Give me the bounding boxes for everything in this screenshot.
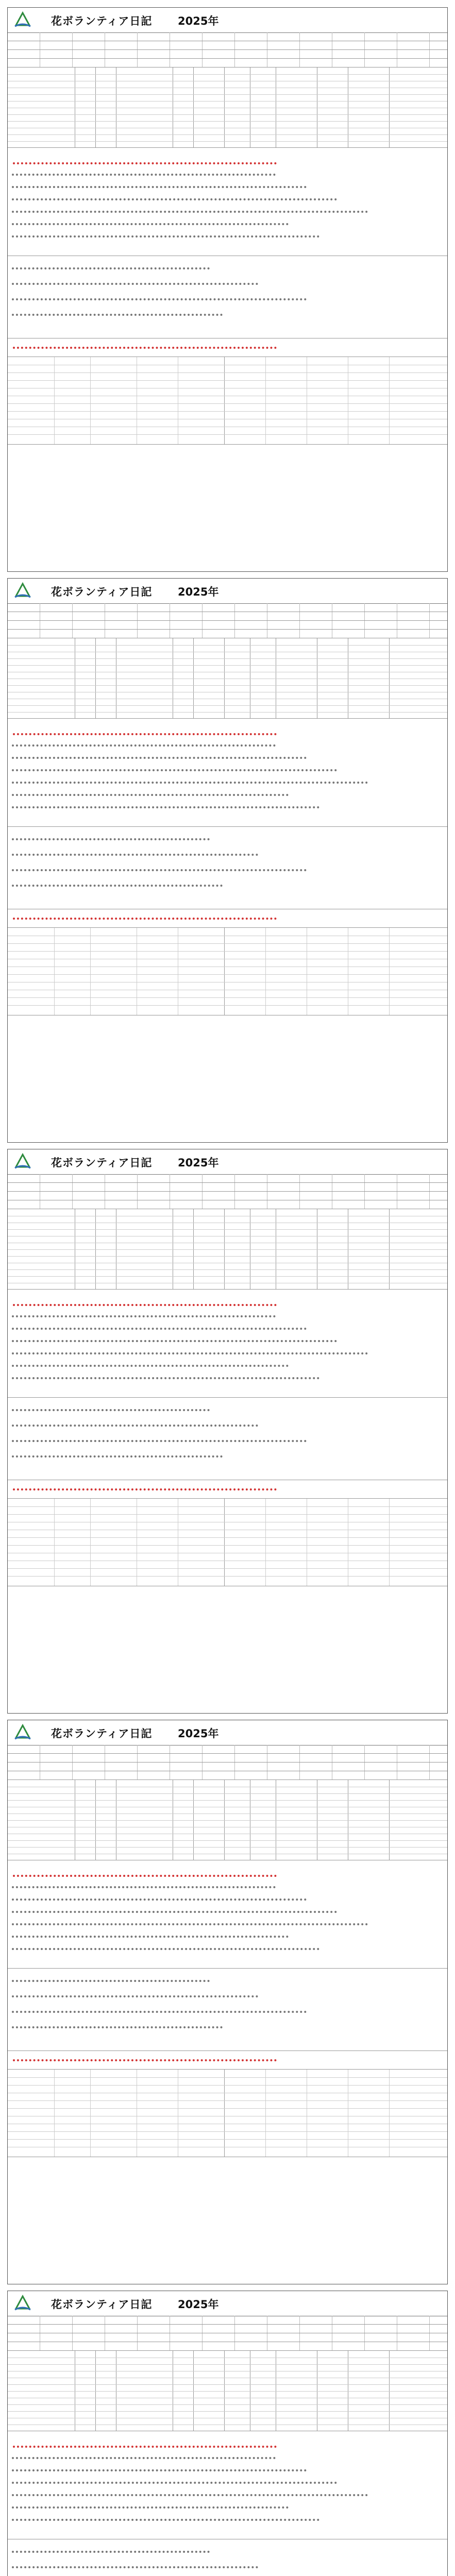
table-row-line (8, 699, 447, 700)
accounts-row-line (8, 372, 447, 374)
attendance-table (8, 1209, 447, 1290)
work-content-line (12, 2519, 319, 2521)
notes-section (8, 827, 447, 909)
notes-line (12, 2566, 258, 2569)
remark-section (8, 1480, 447, 1499)
page-header (8, 579, 447, 604)
info-row (8, 2333, 447, 2342)
notes-line (12, 1995, 258, 1998)
table-row-line (8, 1800, 447, 1801)
accounts-row-line (8, 411, 447, 412)
work-content-line (12, 1923, 368, 1926)
work-content-section (8, 1860, 447, 1969)
work-content-highlight (13, 1304, 277, 1307)
accounts-row-line (8, 365, 447, 366)
page-year: 2025年 (178, 1727, 219, 1740)
info-row (8, 1174, 447, 1183)
table-row-line (8, 1820, 447, 1821)
accounts-row-line (8, 943, 447, 944)
notes-line (12, 885, 223, 887)
accounts-row-line (8, 959, 447, 960)
info-row (8, 1192, 447, 1200)
page-title: 花ボランティア日記 (51, 1727, 153, 1740)
accounts-table (8, 2070, 447, 2157)
table-row-line (8, 1216, 447, 1217)
page-header (8, 1149, 447, 1175)
accounts-row-line (8, 1005, 447, 1006)
accounts-row-line (8, 997, 447, 998)
info-row (8, 630, 447, 638)
accounts-column-divider (90, 1499, 91, 1586)
table-row-line (8, 1269, 447, 1270)
work-content-section (8, 719, 447, 827)
notes-line (12, 2026, 223, 2029)
page-title: 花ボランティア日記 (51, 586, 153, 598)
flower-logo-icon (14, 1153, 31, 1170)
table-row-line (8, 2425, 447, 2426)
table-row-line (8, 1229, 447, 1230)
info-row (8, 32, 447, 41)
notes-line (12, 1455, 223, 1458)
table-row-line (8, 692, 447, 693)
table-row-line (8, 88, 447, 89)
table-row-line (8, 2384, 447, 2385)
diary-page (7, 1720, 448, 2284)
table-row-line (8, 658, 447, 659)
work-content-line (12, 235, 319, 238)
diary-page (7, 7, 448, 572)
remark-highlight (13, 2059, 277, 2062)
work-content-line (12, 2506, 289, 2509)
accounts-row-line (8, 2124, 447, 2125)
table-row-line (8, 2358, 447, 2359)
attendance-table (8, 1780, 447, 1860)
accounts-row-line (8, 2077, 447, 2078)
info-row (8, 1745, 447, 1754)
page-year: 2025年 (178, 586, 219, 598)
free-notes (8, 445, 447, 571)
work-content-line (12, 186, 307, 189)
accounts-row-line (8, 2147, 447, 2148)
accounts-row-line (8, 2139, 447, 2140)
remark-highlight (13, 918, 277, 920)
remark-section (8, 338, 447, 357)
accounts-column-divider (54, 2070, 55, 2157)
info-row (8, 1762, 447, 1771)
notes-line (12, 1409, 210, 1412)
diary-page (7, 1149, 448, 1714)
table-row-line (8, 1263, 447, 1264)
free-notes (8, 1586, 447, 1713)
accounts-row-line (8, 1561, 447, 1562)
work-content-highlight (13, 162, 277, 165)
accounts-row-line (8, 2093, 447, 2094)
info-row (8, 1200, 447, 1209)
work-content-line (12, 1315, 276, 1318)
work-content-line (12, 2482, 337, 2484)
work-content-section (8, 148, 447, 256)
work-content-line (12, 174, 276, 176)
table-row-line (8, 1807, 447, 1808)
accounts-row-line (8, 1568, 447, 1569)
table-row-line (8, 74, 447, 75)
notes-line (12, 1425, 258, 1427)
table-row-line (8, 1243, 447, 1244)
table-row-line (8, 1236, 447, 1237)
table-row-line (8, 1276, 447, 1277)
accounts-column-divider (265, 2070, 266, 2157)
work-content-line (12, 1886, 276, 1889)
accounts-row-line (8, 990, 447, 991)
notes-line (12, 298, 307, 301)
info-row (8, 41, 447, 50)
notes-section (8, 1398, 447, 1480)
info-row (8, 1754, 447, 1762)
notes-line (12, 314, 223, 316)
work-content-line (12, 1936, 289, 1938)
work-content-line (12, 1377, 319, 1380)
table-row-line (8, 1793, 447, 1794)
notes-line (12, 1440, 307, 1443)
info-row (8, 621, 447, 630)
accounts-row-line (8, 1576, 447, 1577)
notes-line (12, 2011, 307, 2013)
info-row (8, 50, 447, 59)
table-row-line (8, 2404, 447, 2405)
accounts-column-divider (265, 357, 266, 444)
work-content-line (12, 1948, 319, 1951)
work-content-line (12, 744, 276, 747)
diary-page (7, 2291, 448, 2576)
flower-logo-icon (14, 11, 31, 28)
flower-logo-icon (14, 2294, 31, 2312)
notes-line (12, 854, 258, 856)
accounts-row-line (8, 974, 447, 975)
table-row-line (8, 645, 447, 646)
page-title: 花ボランティア日記 (51, 2298, 153, 2311)
table-row-line (8, 134, 447, 135)
work-content-highlight (13, 733, 277, 736)
accounts-column-divider (389, 928, 390, 1015)
attendance-table (8, 67, 447, 148)
table-row-line (8, 2378, 447, 2379)
notes-line (12, 869, 307, 872)
remark-highlight (13, 1488, 277, 1491)
table-row-line (8, 1840, 447, 1841)
work-content-line (12, 2494, 368, 2497)
notes-line (12, 838, 210, 841)
accounts-divider (224, 928, 225, 1015)
notes-section (8, 2539, 447, 2576)
notes-section (8, 1969, 447, 2051)
diary-page (7, 578, 448, 1143)
table-row-line (8, 1847, 447, 1848)
accounts-column-divider (389, 357, 390, 444)
work-content-line (12, 769, 337, 772)
accounts-divider (224, 1499, 225, 1586)
work-content-line (12, 1911, 337, 1913)
accounts-column-divider (54, 928, 55, 1015)
notes-line (12, 267, 210, 270)
accounts-row-line (8, 1506, 447, 1507)
accounts-column-divider (265, 1499, 266, 1586)
table-row-line (8, 2398, 447, 2399)
info-row (8, 2325, 447, 2333)
page-header (8, 8, 447, 33)
table-row-line (8, 108, 447, 109)
accounts-row-line (8, 936, 447, 937)
table-row-line (8, 94, 447, 95)
accounts-column-divider (90, 928, 91, 1015)
info-row (8, 2316, 447, 2325)
accounts-column-divider (54, 1499, 55, 1586)
page-year: 2025年 (178, 2298, 219, 2311)
info-row (8, 603, 447, 612)
table-row-line (8, 1834, 447, 1835)
accounts-row-line (8, 982, 447, 983)
accounts-column-divider (389, 1499, 390, 1586)
remark-highlight (13, 347, 277, 349)
notes-line (12, 1980, 210, 1982)
accounts-row-line (8, 2085, 447, 2086)
notes-section (8, 256, 447, 338)
table-row-line (8, 2411, 447, 2412)
table-row-line (8, 81, 447, 82)
work-content-line (12, 223, 289, 226)
notes-line (12, 2551, 210, 2553)
free-notes (8, 2157, 447, 2284)
accounts-table (8, 928, 447, 1015)
accounts-column-divider (90, 2070, 91, 2157)
work-content-line (12, 1365, 289, 1367)
work-content-line (12, 757, 307, 759)
table-row-line (8, 2418, 447, 2419)
accounts-column-divider (90, 357, 91, 444)
info-row (8, 1183, 447, 1192)
page-title: 花ボランティア日記 (51, 15, 153, 27)
accounts-row-line (8, 388, 447, 389)
accounts-row-line (8, 2108, 447, 2109)
table-row-line (8, 128, 447, 129)
table-row-line (8, 1827, 447, 1828)
accounts-row-line (8, 427, 447, 428)
table-row-line (8, 1256, 447, 1257)
accounts-row-line (8, 419, 447, 420)
table-row-line (8, 2364, 447, 2365)
page-year: 2025年 (178, 15, 219, 27)
table-row-line (8, 1854, 447, 1855)
remark-section (8, 909, 447, 928)
work-content-section (8, 1290, 447, 1398)
info-row (8, 2342, 447, 2351)
accounts-row-line (8, 2116, 447, 2117)
table-row-line (8, 1223, 447, 1224)
page-header (8, 2291, 447, 2316)
accounts-row-line (8, 434, 447, 435)
accounts-divider (224, 357, 225, 444)
table-row-line (8, 101, 447, 102)
work-content-line (12, 806, 319, 809)
work-content-line (12, 1328, 307, 1330)
info-row (8, 612, 447, 621)
table-row-line (8, 1249, 447, 1250)
work-content-line (12, 2457, 276, 2460)
accounts-row-line (8, 396, 447, 397)
info-row (8, 1771, 447, 1780)
notes-line (12, 283, 258, 285)
table-row-line (8, 705, 447, 706)
accounts-row-line (8, 1537, 447, 1538)
work-content-line (12, 794, 289, 796)
table-row-line (8, 121, 447, 122)
table-row-line (8, 679, 447, 680)
accounts-table (8, 1499, 447, 1586)
accounts-row-line (8, 967, 447, 968)
page-title: 花ボランティア日記 (51, 1157, 153, 1169)
flower-logo-icon (14, 1723, 31, 1741)
accounts-column-divider (389, 2070, 390, 2157)
table-row-line (8, 712, 447, 713)
flower-logo-icon (14, 582, 31, 599)
work-content-highlight (13, 1875, 277, 1877)
accounts-row-line (8, 2100, 447, 2102)
table-row-line (8, 1814, 447, 1815)
accounts-row-line (8, 1530, 447, 1531)
table-row-line (8, 114, 447, 115)
table-row-line (8, 665, 447, 666)
accounts-row-line (8, 403, 447, 404)
work-content-line (12, 198, 337, 201)
accounts-row-line (8, 1522, 447, 1523)
accounts-divider (224, 2070, 225, 2157)
work-content-line (12, 2469, 307, 2472)
page-header (8, 1720, 447, 1745)
table-row-line (8, 2391, 447, 2392)
work-content-line (12, 1352, 368, 1355)
work-content-line (12, 1340, 337, 1343)
accounts-row-line (8, 2131, 447, 2132)
accounts-row-line (8, 1553, 447, 1554)
work-content-line (12, 782, 368, 784)
table-row-line (8, 1283, 447, 1284)
accounts-column-divider (265, 928, 266, 1015)
table-row-line (8, 685, 447, 686)
work-content-highlight (13, 2446, 277, 2448)
accounts-row-line (8, 1545, 447, 1546)
table-row-line (8, 2371, 447, 2372)
attendance-table (8, 2351, 447, 2431)
attendance-table (8, 638, 447, 719)
work-content-line (12, 1899, 307, 1901)
work-content-section (8, 2431, 447, 2539)
table-row-line (8, 652, 447, 653)
table-row-line (8, 1787, 447, 1788)
accounts-table (8, 357, 447, 445)
page-year: 2025年 (178, 1157, 219, 1169)
accounts-row-line (8, 1514, 447, 1515)
remark-section (8, 2051, 447, 2070)
accounts-row-line (8, 380, 447, 381)
table-row-line (8, 141, 447, 142)
accounts-row-line (8, 951, 447, 952)
accounts-column-divider (54, 357, 55, 444)
work-content-line (12, 211, 368, 213)
free-notes (8, 1015, 447, 1142)
info-row (8, 59, 447, 67)
table-row-line (8, 672, 447, 673)
